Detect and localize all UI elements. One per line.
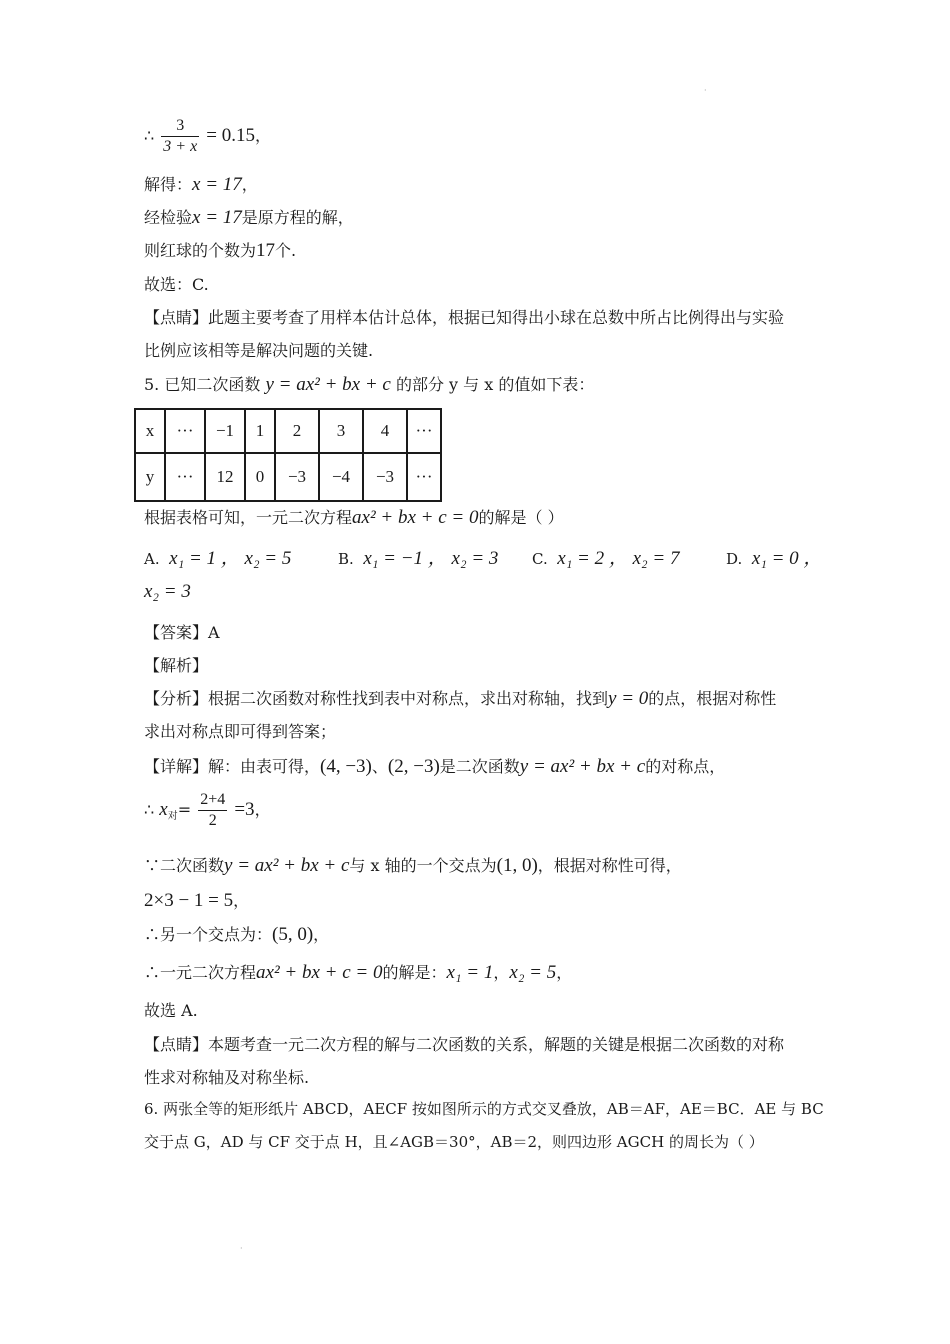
table-cell: 2	[275, 409, 319, 453]
table-cell: −4	[319, 453, 363, 501]
line-solution: 解得：x = 17，	[144, 174, 258, 195]
table-cell: −3	[275, 453, 319, 501]
analysis-text: 【分析】根据二次函数对称性找到表中对称点，求出对称轴，找到y = 0的点，根据对称性	[144, 688, 777, 709]
line-check: 经检验x = 17是原方程的解，	[144, 207, 354, 228]
table-cell: 4	[363, 409, 407, 453]
table-cell: 3	[319, 409, 363, 453]
table-cell: 1	[245, 409, 275, 453]
scan-dot: ·	[240, 1244, 243, 1253]
table-row-y	[135, 453, 441, 501]
detail-line-3: ∵二次函数y = ax² + bx + c与 x 轴的一个交点为(1, 0)，根据对称性可得，	[144, 855, 682, 876]
line-ratio-equation: ∴ $\frac{3}{3 + x}$ = 0.15，	[144, 117, 272, 155]
question-5: 5. 已知二次函数 y = ax² + bx + c 的部分 y 与 x 的值如下表：	[144, 374, 595, 395]
remark-2-cont: 性求对称轴及对称坐标.	[144, 1068, 310, 1087]
scan-dot: ·	[704, 86, 707, 95]
detail-line-5: ∴另一个交点为：(5, 0)，	[144, 924, 330, 945]
table-cell: 0	[245, 453, 275, 501]
value-table	[134, 408, 442, 502]
line-remark: 【点睛】此题主要考查了用样本估计总体，根据已知得出小球在总数中所占比例得出与实验	[144, 308, 785, 327]
detail-line-4: 2×3 − 1 = 5，	[144, 890, 250, 911]
line-red-balls: 则红球的个数为17个.	[144, 240, 297, 261]
answer: 【答案】A	[144, 623, 220, 642]
option-b[interactable]: B. x₁ = −1 ， x₂ = 3	[338, 548, 499, 569]
table-cell: −3	[363, 453, 407, 501]
remark-2: 【点睛】本题考查一元二次方程的解与二次函数的关系，解题的关键是根据二次函数的对称	[144, 1035, 785, 1054]
option-d-continued: x₂ = 3	[144, 581, 191, 602]
detail-line-1: 【详解】解：由表可得，(4, −3)、(2, −3)是二次函数y = ax² + bx + c的对称点，	[144, 756, 726, 777]
option-a[interactable]: A. x₁ = 1 ， x₂ = 5	[144, 548, 292, 569]
table-cell: ···	[165, 409, 205, 453]
table-row-x	[135, 409, 441, 453]
table-cell: −1	[205, 409, 245, 453]
table-cell: ···	[407, 409, 441, 453]
analysis-heading: 【解析】	[144, 656, 209, 675]
table-cell: ···	[165, 453, 205, 501]
line-choice: 故选：C.	[144, 275, 209, 294]
table-cell: y	[135, 453, 165, 501]
analysis-text-cont: 求出对称点即可得到答案；	[144, 722, 337, 741]
table-cell: x	[135, 409, 165, 453]
detail-conclusion: 故选 A.	[144, 1001, 198, 1020]
option-d[interactable]: D. x₁ = 0 ，	[726, 548, 823, 569]
fraction: $\frac{2+4}{2}$	[200, 791, 226, 829]
question-6-cont: 交于点 G，AD 与 CF 交于点 H，且∠AGB＝30°，AB＝2，则四边形 AGCH 的周长为（ ）	[144, 1133, 764, 1151]
table-cell: 12	[205, 453, 245, 501]
table-cell: ···	[407, 453, 441, 501]
question-5-prompt: 根据表格可知，一元二次方程ax² + bx + c = 0的解是（ ）	[144, 507, 564, 528]
detail-axis-of-symmetry: ∴ $x_对=$ $\frac{2+4}{2}$ =3，	[144, 791, 271, 829]
fraction: $\frac{3}{3 + x}$	[163, 117, 198, 155]
option-c[interactable]: C. x₁ = 2 ， x₂ = 7	[532, 548, 680, 569]
detail-line-6: ∴一元二次方程ax² + bx + c = 0的解是：x₁ = 1，x₂ = 5，	[144, 962, 573, 983]
question-6: 6. 两张全等的矩形纸片 ABCD，AECF 按如图所示的方式交叉叠放，AB＝AF，AE＝BC．AE 与 BC	[144, 1100, 824, 1118]
line-remark-cont: 比例应该相等是解决问题的关键.	[144, 341, 374, 360]
